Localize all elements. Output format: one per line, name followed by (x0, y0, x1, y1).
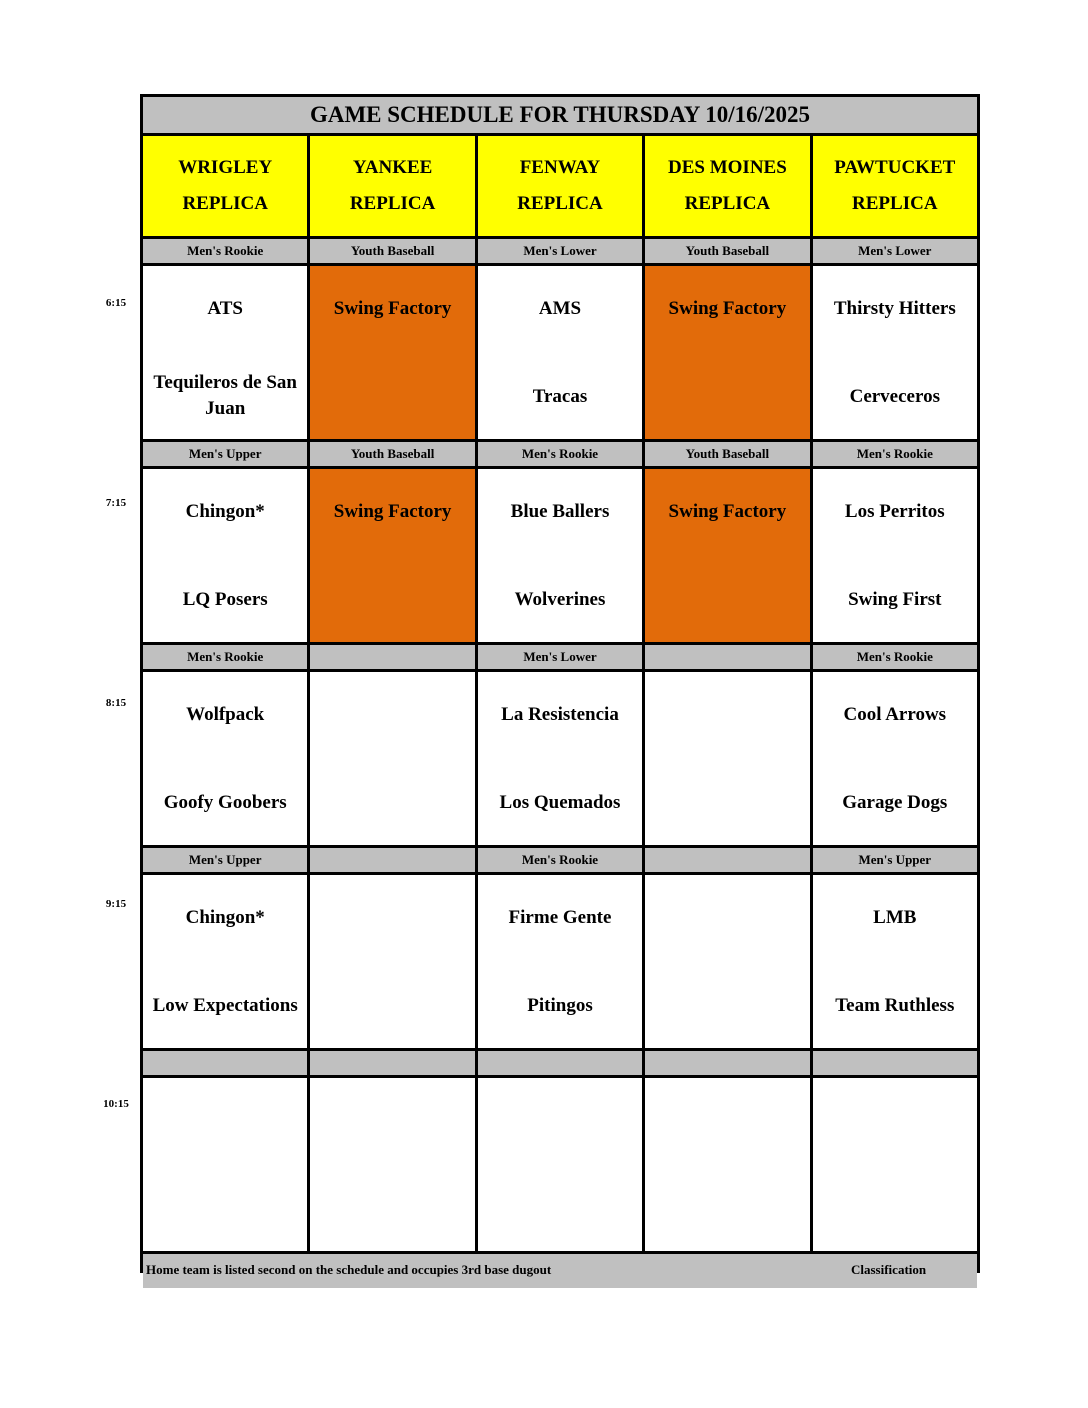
home-team: Tequileros de San Juan (153, 372, 297, 419)
time-label: 9:15 (105, 898, 127, 910)
game-cell-empty (310, 672, 474, 845)
away-team: LMB (873, 907, 917, 928)
game-cell-empty (310, 1078, 474, 1251)
schedule-title: GAME SCHEDULE FOR THURSDAY 10/16/2025 (143, 97, 977, 133)
schedule-table (140, 94, 980, 1277)
division-label: Men's Rookie (478, 442, 642, 466)
division-label (310, 848, 474, 872)
time-label: 10:15 (103, 1098, 129, 1110)
field-name: YANKEE (352, 156, 433, 178)
away-team: Blue Ballers (510, 501, 610, 522)
division-label: Men's Upper (813, 848, 977, 872)
division-label (310, 1051, 474, 1075)
away-team: Firme Gente (508, 907, 612, 928)
division-label: Men's Upper (143, 848, 307, 872)
away-team: ATS (207, 298, 243, 319)
game-cell (478, 469, 642, 642)
division-label: Youth Baseball (310, 239, 474, 263)
division-label (645, 1051, 809, 1075)
game-cell (143, 672, 307, 845)
division-label (645, 645, 809, 669)
home-team: LQ Posers (182, 589, 268, 610)
game-cell (813, 875, 977, 1048)
game-cell (143, 266, 307, 439)
schedule-footer (143, 1254, 977, 1288)
game-cell-booked (645, 469, 809, 642)
home-team: Wolverines (514, 589, 606, 610)
time-label: 8:15 (105, 697, 127, 709)
time-label: 7:15 (105, 497, 127, 509)
home-team-note: Home team is listed second on the schedule and occupies 3rd base dugout (146, 1262, 552, 1277)
game-cell-empty (645, 672, 809, 845)
division-label: Men's Lower (478, 239, 642, 263)
game-cell (813, 672, 977, 845)
field-type: REPLICA (852, 193, 938, 215)
field-type: REPLICA (684, 193, 771, 215)
division-label: Men's Rookie (813, 442, 977, 466)
division-label (645, 848, 809, 872)
home-team: Goofy Goobers (163, 792, 287, 813)
field-header-pawtucket (813, 136, 977, 236)
division-label (813, 1051, 977, 1075)
field-type: REPLICA (182, 193, 268, 215)
home-team: Garage Dogs (842, 792, 948, 813)
away-team: Swing Factory (333, 501, 452, 522)
away-team: Los Perritos (844, 501, 945, 522)
game-cell (143, 875, 307, 1048)
home-team: Low Expectations (152, 995, 298, 1016)
game-cell-empty (645, 1078, 809, 1251)
field-type: REPLICA (517, 193, 603, 215)
game-cell-empty (813, 1078, 977, 1251)
away-team: Swing Factory (668, 298, 787, 319)
field-name: DES MOINES (668, 156, 787, 178)
home-team: Tracas (532, 386, 588, 407)
away-team: La Resistencia (501, 704, 619, 725)
time-label: 6:15 (105, 297, 127, 309)
division-label (143, 1051, 307, 1075)
home-team: Team Ruthless (835, 995, 955, 1016)
home-team: Swing First (848, 589, 942, 610)
game-cell (143, 469, 307, 642)
game-cell-empty (645, 875, 809, 1048)
division-label: Youth Baseball (645, 239, 809, 263)
field-header-fenway (478, 136, 642, 236)
away-team: Wolfpack (186, 704, 265, 725)
division-label: Men's Upper (143, 442, 307, 466)
game-cell-empty (143, 1078, 307, 1251)
home-team: Pitingos (527, 995, 593, 1016)
away-team: Chingon* (185, 501, 265, 522)
game-cell (813, 469, 977, 642)
away-team: Swing Factory (333, 298, 452, 319)
division-label: Men's Lower (478, 645, 642, 669)
division-label: Men's Lower (813, 239, 977, 263)
game-cell-empty (310, 875, 474, 1048)
away-team: AMS (538, 298, 582, 319)
division-label: Men's Rookie (143, 645, 307, 669)
game-cell-empty (478, 1078, 642, 1251)
game-cell (478, 672, 642, 845)
game-cell (478, 266, 642, 439)
away-team: Chingon* (185, 907, 265, 928)
away-team: Swing Factory (668, 501, 787, 522)
division-label: Men's Rookie (478, 848, 642, 872)
field-header-des-moines (645, 136, 809, 236)
away-team: Thirsty Hitters (833, 298, 956, 319)
game-cell-booked (310, 266, 474, 439)
division-label (310, 645, 474, 669)
home-team: Los Quemados (499, 792, 621, 813)
home-team: Cerveceros (849, 386, 940, 407)
field-name: WRIGLEY (178, 156, 273, 178)
classification-legend: Classification (851, 1262, 927, 1277)
division-label: Men's Rookie (143, 239, 307, 263)
away-team: Cool Arrows (843, 704, 947, 725)
division-label: Youth Baseball (645, 442, 809, 466)
field-header-wrigley (143, 136, 307, 236)
field-type: REPLICA (349, 193, 436, 215)
game-cell (813, 266, 977, 439)
division-label: Youth Baseball (310, 442, 474, 466)
division-label: Men's Rookie (813, 645, 977, 669)
field-header-yankee (310, 136, 474, 236)
game-cell-booked (645, 266, 809, 439)
field-name: FENWAY (519, 156, 601, 178)
game-cell (478, 875, 642, 1048)
field-name: PAWTUCKET (834, 156, 956, 178)
game-cell-booked (310, 469, 474, 642)
division-label (478, 1051, 642, 1075)
